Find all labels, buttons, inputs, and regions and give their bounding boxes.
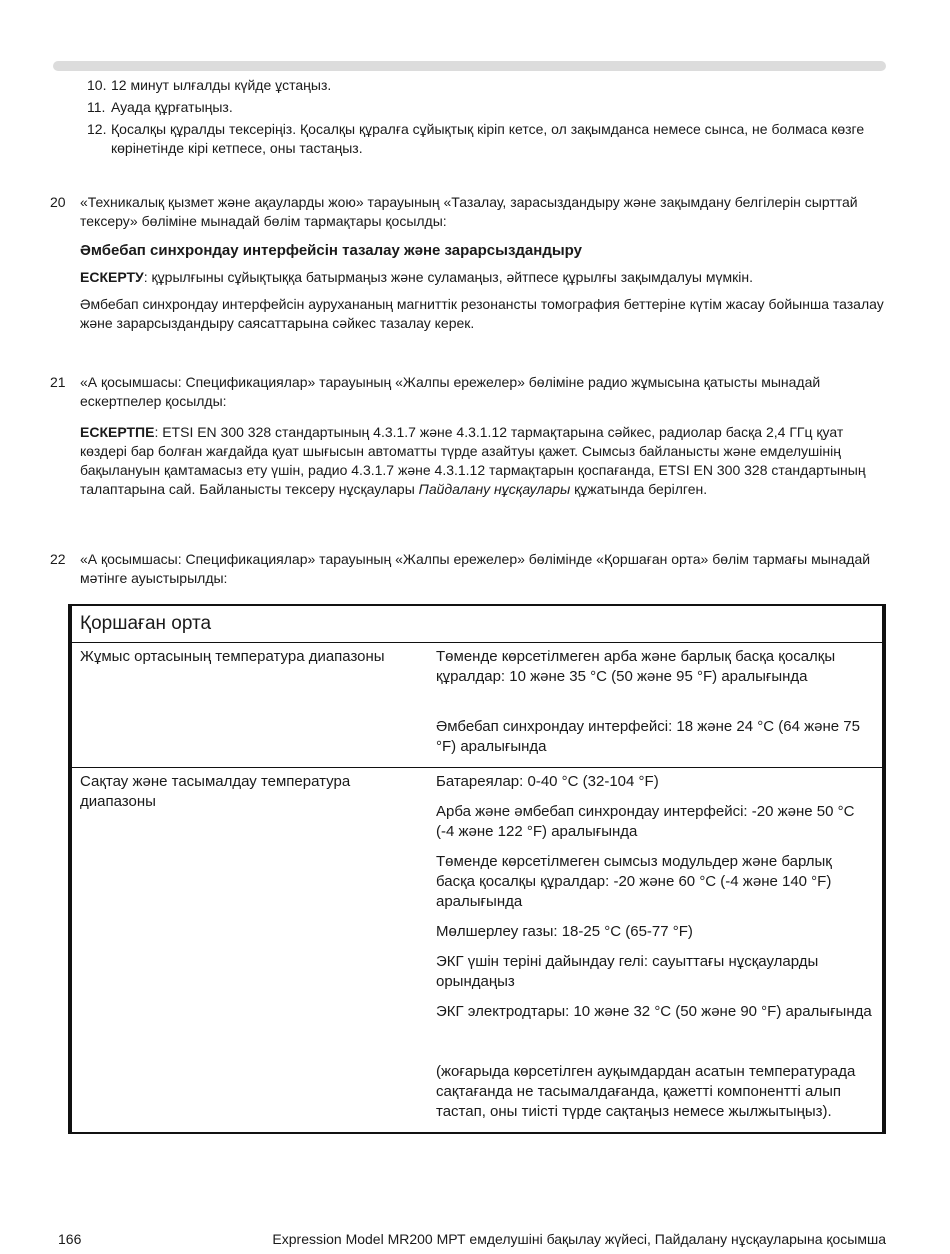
step-text: 12 минут ылғалды күйде ұстаңыз. xyxy=(111,77,332,93)
caution-note xyxy=(80,268,886,287)
subsection-heading: Әмбебап синхрондау интерфейсін тазалау және зарарсыздандыру xyxy=(80,242,582,259)
list-item xyxy=(87,98,877,117)
section-number: 21 xyxy=(50,374,66,390)
value-item: (жоғарыда көрсетілген ауқымдардан асатын температурада сақтағанда не тасымалдағанда, қажетті компоненттi алып тастап, оны тиісті түрде сақтаңыз немесе жылжытыңыз). xyxy=(436,1063,856,1120)
value-item: ЭКГ электродтары: 10 және 32 °C (50 және 90 °F) аралығында xyxy=(436,1003,872,1020)
row-values xyxy=(428,768,884,1134)
table-row xyxy=(70,643,884,768)
section-22 xyxy=(50,550,886,588)
document-title: Expression Model MR200 МРТ емделушіні бақылау жүйесі, Пайдалану нұсқауларына қосымша xyxy=(272,1231,886,1247)
step-text: Қосалқы құралды тексеріңіз. Қосалқы құралға сұйықтық кіріп кетсе, ол зақымданса немесе сынса, не болмаса көзге көрінетінде кірі кетпесе, оны тастаңыз. xyxy=(111,121,865,156)
caution-text: : құрылғыны сұйықтыққа батырмаңыз және суламаңыз, әйтпесе құрылғы зақымдалуы мүмкін. xyxy=(143,269,753,285)
value-item: Төменде көрсетілмеген сымсыз модульдер және барлық басқа қосалқы құралдар: -20 және 60 °C (-4 және 140 °F) аралығында xyxy=(436,853,832,910)
section-number: 20 xyxy=(50,194,66,210)
section-intro: «А қосымшасы: Спецификациялар» тарауының «Жалпы ережелер» бөлімінде «Қоршаған орта» бөлім тармағы мынадай мәтінге ауыстырылды: xyxy=(80,551,871,586)
list-item xyxy=(87,76,877,95)
value-item: Мөлшерлеу газы: 18-25 °C (65-77 °F) xyxy=(436,923,693,940)
section-number: 22 xyxy=(50,551,66,567)
value-item: Батареялар: 0-40 °C (32-104 °F) xyxy=(436,773,659,790)
page-number: 166 xyxy=(58,1231,82,1247)
table-title: Қоршаған орта xyxy=(70,605,884,643)
step-number: 12. xyxy=(87,121,107,137)
radio-note xyxy=(80,423,886,499)
table-row xyxy=(70,768,884,1134)
note-italic-reference: Пайдалану нұсқаулары xyxy=(418,481,571,497)
row-values xyxy=(428,643,884,768)
step-number: 10. xyxy=(87,77,107,93)
environment-table xyxy=(68,604,886,1134)
note-label: ЕСКЕРТПЕ xyxy=(80,424,155,440)
cleaning-paragraph: Әмбебап синхрондау интерфейсін аурухананың магниттік резонансты томография беттеріне күтім жасау бойынша тазалау және зарарсыздандыру саясаттарына сәйкес тазалау керек. xyxy=(80,296,884,331)
step-text: Ауада құрғатыңыз. xyxy=(111,99,233,115)
header-rule xyxy=(53,61,886,71)
section-20 xyxy=(50,193,886,339)
row-label: Жұмыс ортасының температура диапазоны xyxy=(80,648,385,665)
value-item: ЭКГ үшін теріні дайындау гелі: сауыттағы нұсқауларды орындаңыз xyxy=(436,953,819,990)
value-item: Төменде көрсетілмеген арба және барлық басқа қосалқы құралдар: 10 және 35 °C (50 және 95 °F) аралығында xyxy=(436,648,836,685)
section-intro: «Техникалық қызмет және ақауларды жою» тарауының «Тазалау, зарасыздандыру және зақымдану белгілерін сырттай тексеру» бөліміне мынадай бөлім тармақтары қосылды: xyxy=(80,194,858,229)
note-tail: құжатында берілген. xyxy=(570,481,708,497)
note-text: : ETSI EN 300 328 стандартының 4.3.1.7 және 4.3.1.12 тармақтарына сәйкес, радиолар басқа 2,4 ГГц қуат көздері бар болған жағдайда қуат шығысын автоматты түрде азайтуы қажет. Сымсыз байланысты және емделушінің бақылануын қамтамасыз ету үшін, радио 4.3.1.7 және 4.3.1.12 тармақтарын қоспағанда, ETSI EN 300 328 стандартының талаптарына сай. Байланысты тексеру нұсқаулары xyxy=(80,424,866,497)
list-item xyxy=(87,120,877,158)
value-item: Арба және әмбебап синхрондау интерфейсі: -20 және 50 °C (-4 және 122 °F) аралығында xyxy=(436,803,855,840)
step-list xyxy=(87,76,877,161)
section-21 xyxy=(50,373,886,507)
value-item: Әмбебап синхрондау интерфейсі: 18 және 24 °C (64 және 75 °F) аралығында xyxy=(436,718,860,755)
caution-label: ЕСКЕРТУ xyxy=(80,269,144,285)
row-label: Сақтау және тасымалдау температура диапазоны xyxy=(70,768,428,1134)
section-intro: «А қосымшасы: Спецификациялар» тарауының «Жалпы ережелер» бөліміне радио жұмысына қатысты мынадай ескертпелер қосылды: xyxy=(80,374,821,409)
step-number: 11. xyxy=(87,99,106,115)
